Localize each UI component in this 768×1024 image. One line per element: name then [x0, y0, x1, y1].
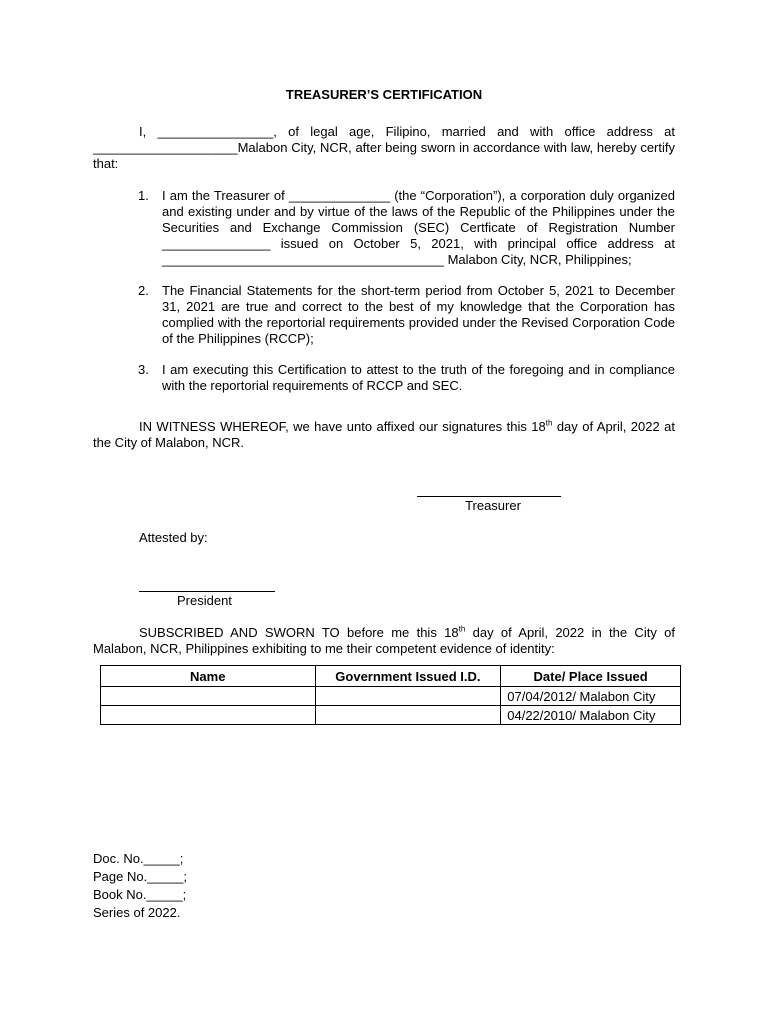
- table-cell-government-id: [315, 687, 501, 706]
- table-cell-date-place: 07/04/2012/ Malabon City: [501, 687, 681, 706]
- list-item-number: 2.: [138, 283, 149, 298]
- intro-line-2: ____________________Malabon City, NCR, after being sworn in accordance with law, hereby certify that:: [93, 140, 675, 171]
- intro-line-1: I, ________________, of legal age, Filipino, married and with office address at: [139, 124, 675, 139]
- subscribed-ordinal-suffix: th: [458, 624, 466, 634]
- identity-table: [100, 665, 681, 725]
- book-number: Book No._____;: [93, 887, 187, 902]
- table-cell-date-place: 04/22/2010/ Malabon City: [501, 706, 681, 725]
- document-title: TREASURER’S CERTIFICATION: [285, 87, 483, 102]
- series-year: Series of 2022.: [93, 905, 181, 920]
- witness-text-start: IN WITNESS WHEREOF, we have unto affixed our signatures this 18: [139, 419, 546, 434]
- attested-by-label: Attested by:: [139, 530, 208, 545]
- table-row: [101, 687, 681, 706]
- subscribed-text-start: SUBSCRIBED AND SWORN TO before me this 18: [139, 625, 459, 640]
- witness-text-end: day of April, 2022 at the City of Malabon, NCR.: [93, 419, 675, 450]
- table-cell-name: [101, 706, 316, 725]
- column-header-name: Name: [101, 666, 316, 687]
- witness-ordinal-suffix: th: [545, 418, 553, 428]
- witness-paragraph: [93, 419, 675, 451]
- column-header-date-place: Date/ Place Issued: [501, 666, 681, 687]
- table-cell-name: [101, 687, 316, 706]
- list-item: [138, 283, 675, 347]
- list-item: [138, 188, 675, 268]
- notarial-footer: [93, 850, 187, 922]
- subscribed-paragraph: [93, 625, 675, 657]
- intro-paragraph: [93, 124, 675, 172]
- table-row: [101, 706, 681, 725]
- treasurer-label: Treasurer: [465, 498, 521, 513]
- list-item: [138, 362, 675, 394]
- table-header-row: [101, 666, 681, 687]
- president-signature-line: [139, 591, 275, 592]
- president-label: President: [177, 593, 232, 608]
- list-item-text: The Financial Statements for the short-term period from October 5, 2021 to December 31, 2021 are true and correct to the best of my knowledge that the Corporation has complied with the reportorial requirements provided under the Revised Corporation Code of the Philippines (RCCP);: [162, 283, 675, 346]
- list-item-number: 1.: [138, 188, 149, 203]
- list-item-text: I am executing this Certification to attest to the truth of the foregoing and in compliance with the reportorial requirements of RCCP and SEC.: [162, 362, 675, 393]
- table-cell-government-id: [315, 706, 501, 725]
- doc-number: Doc. No._____;: [93, 851, 184, 866]
- page-number: Page No._____;: [93, 869, 187, 884]
- subscribed-text-end: day of April, 2022 in the City of Malabon, NCR, Philippines exhibiting to me their competent evidence of identity:: [93, 625, 675, 656]
- list-item-text: I am the Treasurer of ______________ (the “Corporation”), a corporation duly organized and existing under and by virtue of the laws of the Republic of the Philippines under the Securities and Exchange Commission (SEC) Certficate of Registration Number _______________ issued on October 5, 2021, with principal office address at _______________________________________ Malabon City, NCR, Philippines;: [162, 188, 675, 267]
- column-header-government-id: Government Issued I.D.: [315, 666, 501, 687]
- list-item-number: 3.: [138, 362, 149, 377]
- treasurer-signature-line: [417, 496, 561, 497]
